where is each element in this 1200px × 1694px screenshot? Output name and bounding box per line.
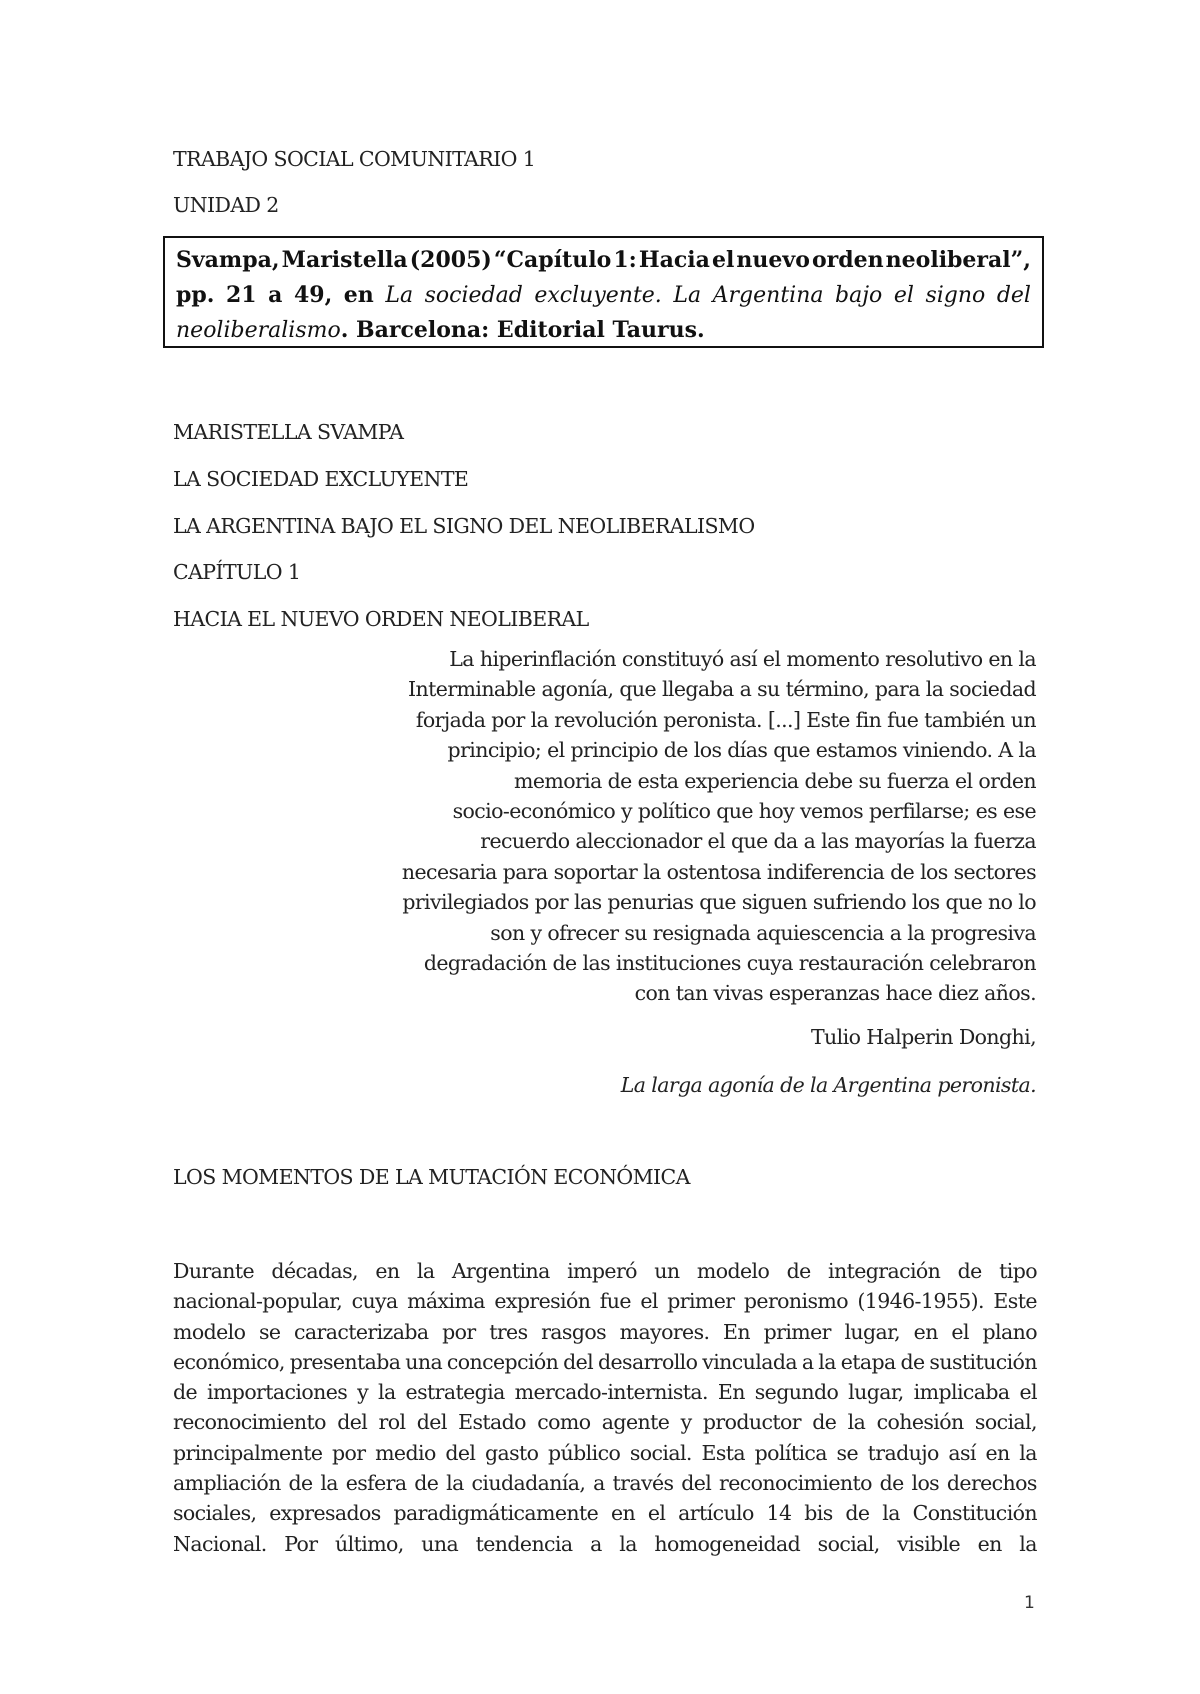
paragraph-word: décadas, — [271, 1259, 358, 1283]
paragraph-word: en — [610, 1501, 636, 1526]
epigraph-line: recuerdo aleccionador el que da a las mayorías la fuerza — [480, 829, 1036, 854]
citation-word: del — [996, 283, 1031, 308]
paragraph-word: En — [723, 1319, 750, 1344]
paragraph-word: en — [375, 1259, 400, 1283]
paragraph-word: En — [717, 1380, 745, 1405]
paragraph-line — [173, 1347, 1037, 1377]
citation-word: 49, — [293, 282, 333, 308]
paragraph-word: concepción — [446, 1349, 559, 1374]
paragraph-word: en — [985, 1440, 1010, 1465]
epigraph-line: degradación de las instituciones cuya restauración celebraron — [423, 951, 1036, 976]
paragraph-word: y — [357, 1380, 369, 1405]
paragraph-word: mercado-internista. — [514, 1380, 708, 1405]
paragraph-word: la — [1019, 1531, 1037, 1556]
paragraph-word: una — [421, 1531, 459, 1556]
paragraph-word: de — [173, 1380, 198, 1405]
citation-book-title: neoliberalismo — [176, 318, 341, 343]
epigraph-line: principio; el principio de los días que estamos viniendo. A la — [447, 738, 1036, 763]
paragraph-word: lugar, — [844, 1319, 901, 1344]
paragraph-word: el — [640, 1289, 658, 1314]
paragraph-word: la — [1019, 1440, 1037, 1465]
citation-word: bajo — [835, 283, 883, 308]
paragraph-word: segundo — [754, 1380, 839, 1405]
paragraph-word: Esta — [701, 1440, 746, 1465]
paragraph-word: medio — [375, 1440, 436, 1465]
citation-word: signo — [925, 283, 986, 308]
paragraph-word: reconocimiento — [173, 1410, 326, 1435]
epigraph-line: memoria de esta experiencia debe su fuerza el orden — [514, 768, 1036, 793]
paragraph-word: plano — [982, 1319, 1037, 1344]
paragraph-word: etapa — [840, 1349, 896, 1374]
citation-word: (2005) — [409, 247, 492, 273]
paragraph-word: del — [445, 1440, 476, 1465]
paragraph-word: la — [378, 1380, 396, 1405]
citation-word: Svampa, — [176, 247, 280, 273]
paragraph-line — [173, 1498, 1037, 1528]
citation-word: el — [893, 283, 914, 308]
paragraph-word: expresión — [494, 1289, 591, 1314]
paragraph-word: social, — [974, 1410, 1037, 1435]
citation-word: nuevo — [736, 247, 810, 273]
paragraph-word: Constitución — [912, 1501, 1037, 1526]
paragraph-word: ciudadanía, — [471, 1471, 586, 1496]
paragraph-word: gasto — [484, 1440, 539, 1465]
paragraph-word: tres — [489, 1319, 528, 1344]
paragraph-word: de — [786, 1259, 811, 1283]
paragraph-word: expresados — [269, 1501, 381, 1526]
citation-word: a — [268, 282, 283, 308]
paragraph-word: rasgos — [541, 1319, 607, 1344]
paragraph-word: Durante — [173, 1259, 255, 1283]
page-number: 1 — [1024, 1593, 1035, 1613]
citation-word: pp. — [176, 282, 215, 308]
paragraph-word: del — [416, 1410, 447, 1435]
paragraph-line — [173, 1407, 1037, 1437]
paragraph-word: Estado — [458, 1410, 526, 1435]
paragraph-word: artículo — [678, 1501, 754, 1526]
paragraph-word: de — [879, 1471, 904, 1496]
course-title: TRABAJO SOCIAL COMUNITARIO 1 — [173, 147, 536, 171]
paragraph-word: tipo — [999, 1259, 1037, 1283]
paragraph-word: esfera — [345, 1471, 407, 1496]
citation-word: el — [711, 247, 735, 273]
paragraph-word: del — [681, 1471, 712, 1496]
citation-word: Hacia — [638, 247, 710, 273]
paragraph-word: se — [258, 1319, 281, 1344]
paragraph-word: la — [619, 1531, 637, 1556]
epigraph-line: forjada por la revolución peronista. [...] Este fin fue también un — [415, 707, 1036, 732]
paragraph-word: importaciones — [207, 1380, 348, 1405]
paragraph-line — [173, 1529, 1037, 1559]
paragraph-line — [173, 1438, 1037, 1468]
paragraph-word: rol — [378, 1410, 406, 1435]
paragraph-word: en — [913, 1319, 938, 1344]
paragraph-word: Por — [284, 1531, 318, 1556]
paragraph-word: sustitución — [929, 1349, 1037, 1374]
epigraph-line: Interminable agonía, que llegaba a su término, para la sociedad — [408, 677, 1036, 702]
paragraph-word: Nacional. — [173, 1531, 267, 1556]
paragraph-word: a — [590, 1531, 602, 1556]
paragraph-word: derechos — [946, 1471, 1037, 1496]
citation-word: sociedad — [424, 283, 523, 308]
paragraph-line — [173, 1317, 1037, 1347]
paragraph-word: los — [911, 1471, 940, 1496]
chapter-title: HACIA EL NUEVO ORDEN NEOLIBERAL — [173, 607, 589, 631]
paragraph-word: el — [647, 1501, 666, 1526]
paragraph-word: por — [332, 1440, 366, 1465]
paragraph-word: peronismo — [743, 1289, 848, 1314]
paragraph-word: de — [957, 1259, 982, 1283]
paragraph-word: público — [548, 1440, 621, 1465]
paragraph-word: cohesión — [876, 1410, 964, 1435]
paragraph-word: Argentina — [451, 1259, 550, 1283]
paragraph-word: reconocimiento — [719, 1471, 872, 1496]
paragraph-line — [173, 1256, 1037, 1286]
epigraph-author: Tulio Halperin Donghi, — [810, 1025, 1036, 1049]
paragraph-word: del — [563, 1349, 594, 1374]
paragraph-word: caracterizaba — [294, 1319, 429, 1344]
paragraph-word: de — [414, 1471, 439, 1496]
paragraph-word: social. — [629, 1440, 692, 1465]
paragraph-word: modelo — [696, 1259, 770, 1283]
paragraph-line — [173, 1286, 1037, 1316]
paragraph-word: de — [845, 1501, 870, 1526]
citation-word: 21 — [225, 282, 257, 308]
paragraph-word: económico, — [173, 1349, 285, 1374]
paragraph-word: social, — [817, 1531, 880, 1556]
paragraph-word: tendencia — [475, 1531, 573, 1556]
paragraph-word: el — [951, 1319, 969, 1344]
paragraph-word: la — [446, 1471, 464, 1496]
paragraph-word: por — [442, 1319, 476, 1344]
citation-line-3 — [176, 313, 1031, 348]
paragraph-word: un — [654, 1259, 680, 1283]
citation-word: La — [673, 283, 702, 308]
book-title: LA SOCIEDAD EXCLUYENTE — [173, 467, 469, 491]
paragraph-word: ampliación — [173, 1471, 281, 1496]
paragraph-word: través — [612, 1471, 674, 1496]
paragraph-word: agente — [601, 1410, 670, 1435]
citation-word: Maristella — [281, 247, 408, 273]
paragraph-word: una — [405, 1349, 443, 1374]
paragraph-word: paradigmáticamente — [393, 1501, 599, 1526]
paragraph-word: el — [1019, 1380, 1037, 1405]
paragraph-word: a — [801, 1349, 814, 1374]
paragraph-word: último, — [335, 1531, 404, 1556]
paragraph-word: (1946-1955). — [857, 1289, 984, 1314]
paragraph-word: Este — [993, 1289, 1037, 1314]
citation-word: Argentina — [712, 283, 824, 308]
book-subtitle: LA ARGENTINA BAJO EL SIGNO DEL NEOLIBERALISMO — [173, 514, 755, 538]
section-heading: LOS MOMENTOS DE LA MUTACIÓN ECONÓMICA — [173, 1165, 690, 1189]
paragraph-word: nacional-popular, — [173, 1289, 343, 1314]
paragraph-word: fue — [599, 1289, 631, 1314]
citation-word: 1: — [613, 247, 637, 273]
epigraph-line: con tan vivas esperanzas hace diez años. — [634, 981, 1036, 1006]
paragraph-word: mayores. — [619, 1319, 710, 1344]
author-name: MARISTELLA SVAMPA — [173, 420, 404, 444]
paragraph-word: la — [320, 1471, 338, 1496]
body-paragraph — [173, 1256, 1037, 1559]
citation-word: “Capítulo — [493, 247, 612, 273]
paragraph-word: política — [754, 1440, 827, 1465]
citation-word: orden — [811, 247, 884, 273]
paragraph-word: homogeneidad — [654, 1531, 801, 1556]
paragraph-word: imperó — [567, 1259, 637, 1283]
paragraph-word: implicaba — [913, 1380, 1010, 1405]
paragraph-word: de — [812, 1410, 837, 1435]
paragraph-word: y — [680, 1410, 692, 1435]
paragraph-word: productor — [702, 1410, 801, 1435]
paragraph-word: principalmente — [173, 1440, 323, 1465]
paragraph-word: en — [977, 1531, 1002, 1556]
citation-word: en — [343, 282, 374, 308]
unit-label: UNIDAD 2 — [173, 193, 279, 217]
paragraph-word: la — [847, 1410, 866, 1435]
paragraph-word: lugar, — [848, 1380, 904, 1405]
citation-line-2 — [176, 278, 1031, 313]
paragraph-word: la — [818, 1349, 836, 1374]
paragraph-word: así — [948, 1440, 976, 1465]
paragraph-word: vinculada — [702, 1349, 797, 1374]
citation-word: excluyente. — [534, 283, 662, 308]
paragraph-word: modelo — [173, 1319, 246, 1344]
citation-line-1 — [176, 243, 1031, 278]
paragraph-word: 14 — [766, 1501, 792, 1526]
paragraph-line — [173, 1377, 1037, 1407]
chapter-number: CAPÍTULO 1 — [173, 560, 301, 584]
citation-box — [163, 236, 1044, 348]
epigraph — [402, 644, 1036, 1009]
epigraph-line: La hiperinflación constituyó así el momento resolutivo en la — [449, 647, 1036, 671]
epigraph-line: socio-económico y político que hoy vemos perfilarse; es ese — [452, 799, 1036, 824]
citation-word: La — [385, 283, 414, 308]
paragraph-word: tradujo — [867, 1440, 939, 1465]
paragraph-word: presentaba — [289, 1349, 401, 1374]
paragraph-word: máxima — [407, 1289, 485, 1314]
paragraph-word: a — [593, 1471, 605, 1496]
paragraph-word: la — [882, 1501, 900, 1526]
citation-publisher: . Barcelona: Editorial Taurus. — [340, 317, 705, 343]
paragraph-word: de — [288, 1471, 313, 1496]
paragraph-word: visible — [897, 1531, 961, 1556]
epigraph-source: La larga agonía de la Argentina peronista. — [620, 1073, 1036, 1097]
paragraph-word: cuya — [351, 1289, 398, 1314]
epigraph-line: privilegiados por las penurias que siguen sufriendo los que no lo — [402, 890, 1036, 915]
citation-word: neoliberal”, — [885, 247, 1031, 273]
paragraph-word: se — [836, 1440, 858, 1465]
paragraph-word: del — [337, 1410, 368, 1435]
epigraph-line: son y ofrecer su resignada aquiescencia a la progresiva — [490, 920, 1036, 945]
paragraph-word: primer — [667, 1289, 735, 1314]
epigraph-line: necesaria para soportar la ostentosa indiferencia de los sectores — [401, 859, 1036, 884]
paragraph-word: como — [537, 1410, 591, 1435]
paragraph-word: bis — [804, 1501, 833, 1526]
paragraph-word: integración — [828, 1259, 941, 1283]
paragraph-word: primer — [763, 1319, 831, 1344]
paragraph-word: la — [416, 1259, 435, 1283]
paragraph-word: sociales, — [173, 1501, 257, 1526]
paragraph-word: desarrollo — [597, 1349, 698, 1374]
paragraph-word: estrategia — [405, 1380, 505, 1405]
paragraph-line — [173, 1468, 1037, 1498]
paragraph-word: de — [900, 1349, 925, 1374]
